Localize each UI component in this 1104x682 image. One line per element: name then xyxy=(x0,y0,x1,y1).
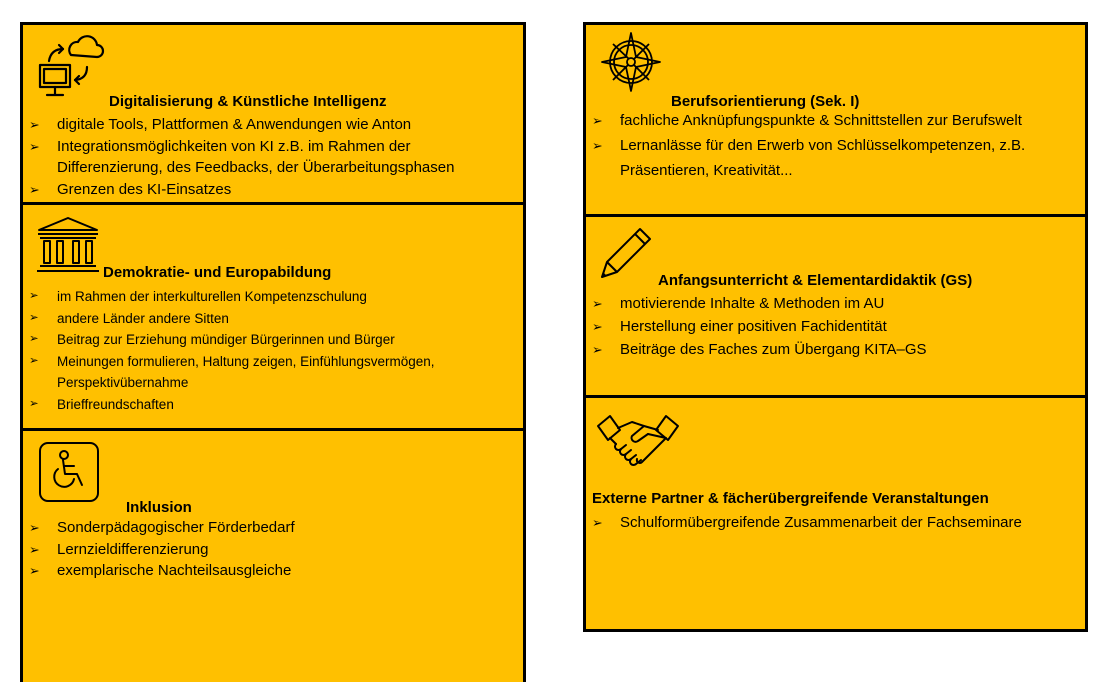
list-item: ➢ Schulformübergreifende Zusammenarbeit der Fachseminare xyxy=(586,512,1071,534)
list-item: ➢ exemplarische Nachteilsausgleiche xyxy=(23,560,513,582)
item-list xyxy=(586,292,1071,361)
wheelchair-icon xyxy=(38,441,102,510)
list-item: ➢ Lernzieldifferenzierung xyxy=(23,539,513,561)
card-title: Anfangsunterricht & Elementardidaktik (GS) xyxy=(658,272,973,289)
bullet-arrow-icon: ➢ xyxy=(29,397,39,410)
bullet-arrow-icon: ➢ xyxy=(592,342,603,357)
list-item: ➢ Lernanlässe für den Erwerb von Schlüsselkompetenzen, z.B. Präsentieren, Kreativität... xyxy=(586,133,1071,183)
item-list xyxy=(23,286,513,415)
bullet-arrow-icon: ➢ xyxy=(592,319,603,334)
list-item: ➢ Meinungen formulieren, Haltung zeigen, Einfühlungsvermögen, Perspektivübernahme xyxy=(23,351,513,394)
list-item: ➢ Beitrag zur Erziehung mündiger Bürgerinnen und Bürger xyxy=(23,329,513,351)
card-demokratie xyxy=(20,202,526,431)
card-title: Berufsorientierung (Sek. I) xyxy=(671,93,860,110)
list-item: ➢ Sonderpädagogischer Förderbedarf xyxy=(23,517,513,539)
item-list xyxy=(23,517,513,582)
handshake-icon xyxy=(596,412,680,475)
card-title: Externe Partner & fächerübergreifende Veranstaltungen xyxy=(592,490,989,507)
list-item: ➢ motivierende Inhalte & Methoden im AU xyxy=(586,292,1071,315)
item-list xyxy=(586,512,1071,534)
list-item: ➢ fachliche Anknüpfungspunkte & Schnittstellen zur Berufswelt xyxy=(586,108,1071,133)
list-item: ➢ Beiträge des Faches zum Übergang KITA–GS xyxy=(586,338,1071,361)
item-list xyxy=(586,108,1071,183)
card-berufsorientierung xyxy=(583,22,1088,217)
list-item: ➢ andere Länder andere Sitten xyxy=(23,308,513,330)
bullet-arrow-icon: ➢ xyxy=(29,541,40,557)
classical-building-icon xyxy=(35,215,101,280)
bullet-arrow-icon: ➢ xyxy=(29,138,40,154)
card-title: Inklusion xyxy=(126,499,192,516)
bullet-arrow-icon: ➢ xyxy=(29,520,40,535)
bullet-arrow-icon: ➢ xyxy=(592,515,603,530)
item-list xyxy=(23,114,513,200)
bullet-arrow-icon: ➢ xyxy=(29,290,39,302)
computer-cloud-sync-icon xyxy=(37,31,107,106)
pencil-icon xyxy=(598,225,654,286)
list-item: ➢ digitale Tools, Plattformen & Anwendungen wie Anton xyxy=(23,114,513,136)
card-anfangsunterricht xyxy=(583,214,1088,398)
list-item: ➢ Herstellung einer positiven Fachidentität xyxy=(586,315,1071,338)
list-item: ➢ Brieffreundschaften xyxy=(23,394,513,416)
bullet-arrow-icon: ➢ xyxy=(592,296,603,311)
bullet-arrow-icon: ➢ xyxy=(29,117,40,132)
list-item: ➢ im Rahmen der interkulturellen Kompetenzschulung xyxy=(23,286,513,308)
bullet-arrow-icon: ➢ xyxy=(592,113,603,128)
card-inklusion xyxy=(20,428,526,682)
bullet-arrow-icon: ➢ xyxy=(29,311,39,324)
card-title: Digitalisierung & Künstliche Intelligenz xyxy=(109,93,387,110)
compass-rose-icon xyxy=(600,31,662,98)
list-item: ➢ Integrationsmöglichkeiten von KI z.B. im Rahmen der Differenzierung, des Feedbacks, der Überarbeitungsphasen xyxy=(29,137,455,176)
bullet-arrow-icon: ➢ xyxy=(29,181,40,197)
card-digitalisierung xyxy=(20,22,526,205)
bullet-arrow-icon: ➢ xyxy=(29,563,40,578)
card-externe-partner xyxy=(583,395,1088,632)
bullet-arrow-icon: ➢ xyxy=(29,333,39,345)
bullet-arrow-icon: ➢ xyxy=(592,138,603,153)
list-item: ➢ Grenzen des KI-Einsatzes xyxy=(23,179,513,201)
bullet-arrow-icon: ➢ xyxy=(29,354,39,367)
card-title: Demokratie- und Europabildung xyxy=(103,264,332,281)
